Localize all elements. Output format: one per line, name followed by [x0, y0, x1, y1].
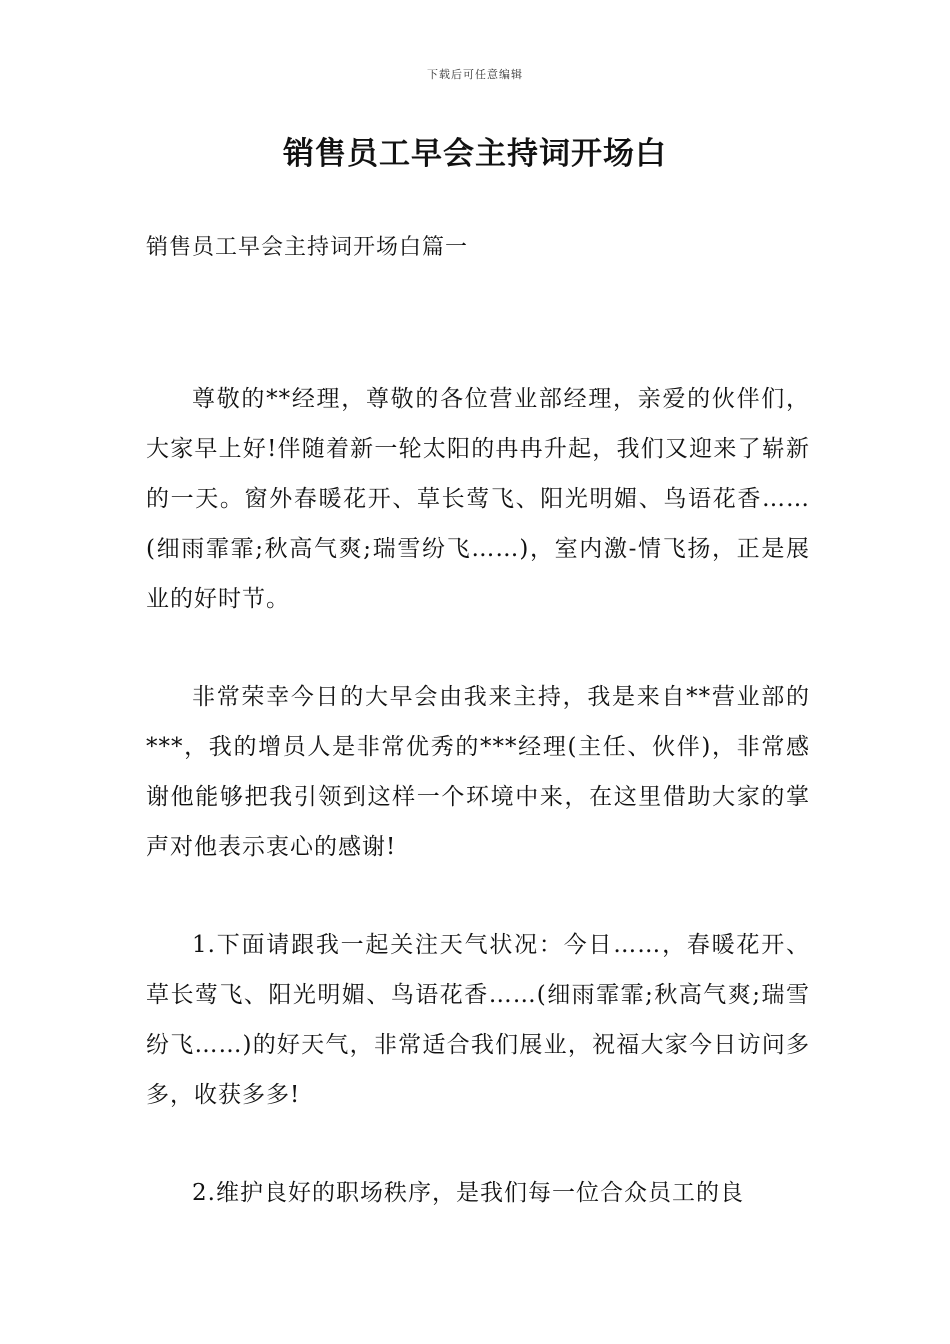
paragraph-text: 非常荣幸今日的大早会由我来主持，我是来自**营业部的***，我的增员人是非常优秀的***经理(主任、伙伴)，非常感谢他能够把我引领到这样一个环境中来，在这里借助大家的掌声对他表示衷心的感谢!: [146, 684, 810, 860]
header-note: 下载后可任意编辑: [427, 68, 523, 81]
paragraph-text: 2.维护良好的职场秩序，是我们每一位合众员工的良: [192, 1180, 744, 1206]
paragraph-introduction: [146, 672, 810, 872]
paragraph-text: 1.下面请跟我一起关注天气状况：今日……，春暖花开、草长莺飞、阳光明媚、鸟语花香……(细雨霏霏;秋高气爽;瑞雪纷飞……)的好天气，非常适合我们展业，祝福大家今日访问多多，收获多多!: [146, 932, 810, 1108]
paragraph-greeting: [146, 374, 810, 624]
document-title: 销售员工早会主持词开场白: [283, 136, 667, 172]
paragraph-text: 尊敬的**经理，尊敬的各位营业部经理，亲爱的伙伴们，大家早上好!伴随着新一轮太阳的冉冉升起，我们又迎来了崭新的一天。窗外春暖花开、草长莺飞、阳光明媚、鸟语花香……(细雨霏霏;秋高气爽;瑞雪纷飞……)，室内激-情飞扬，正是展业的好时节。: [146, 386, 810, 612]
paragraph-weather: [146, 920, 810, 1120]
paragraph-order: [146, 1168, 810, 1218]
document-subtitle: 销售员工早会主持词开场白篇一: [146, 235, 469, 260]
